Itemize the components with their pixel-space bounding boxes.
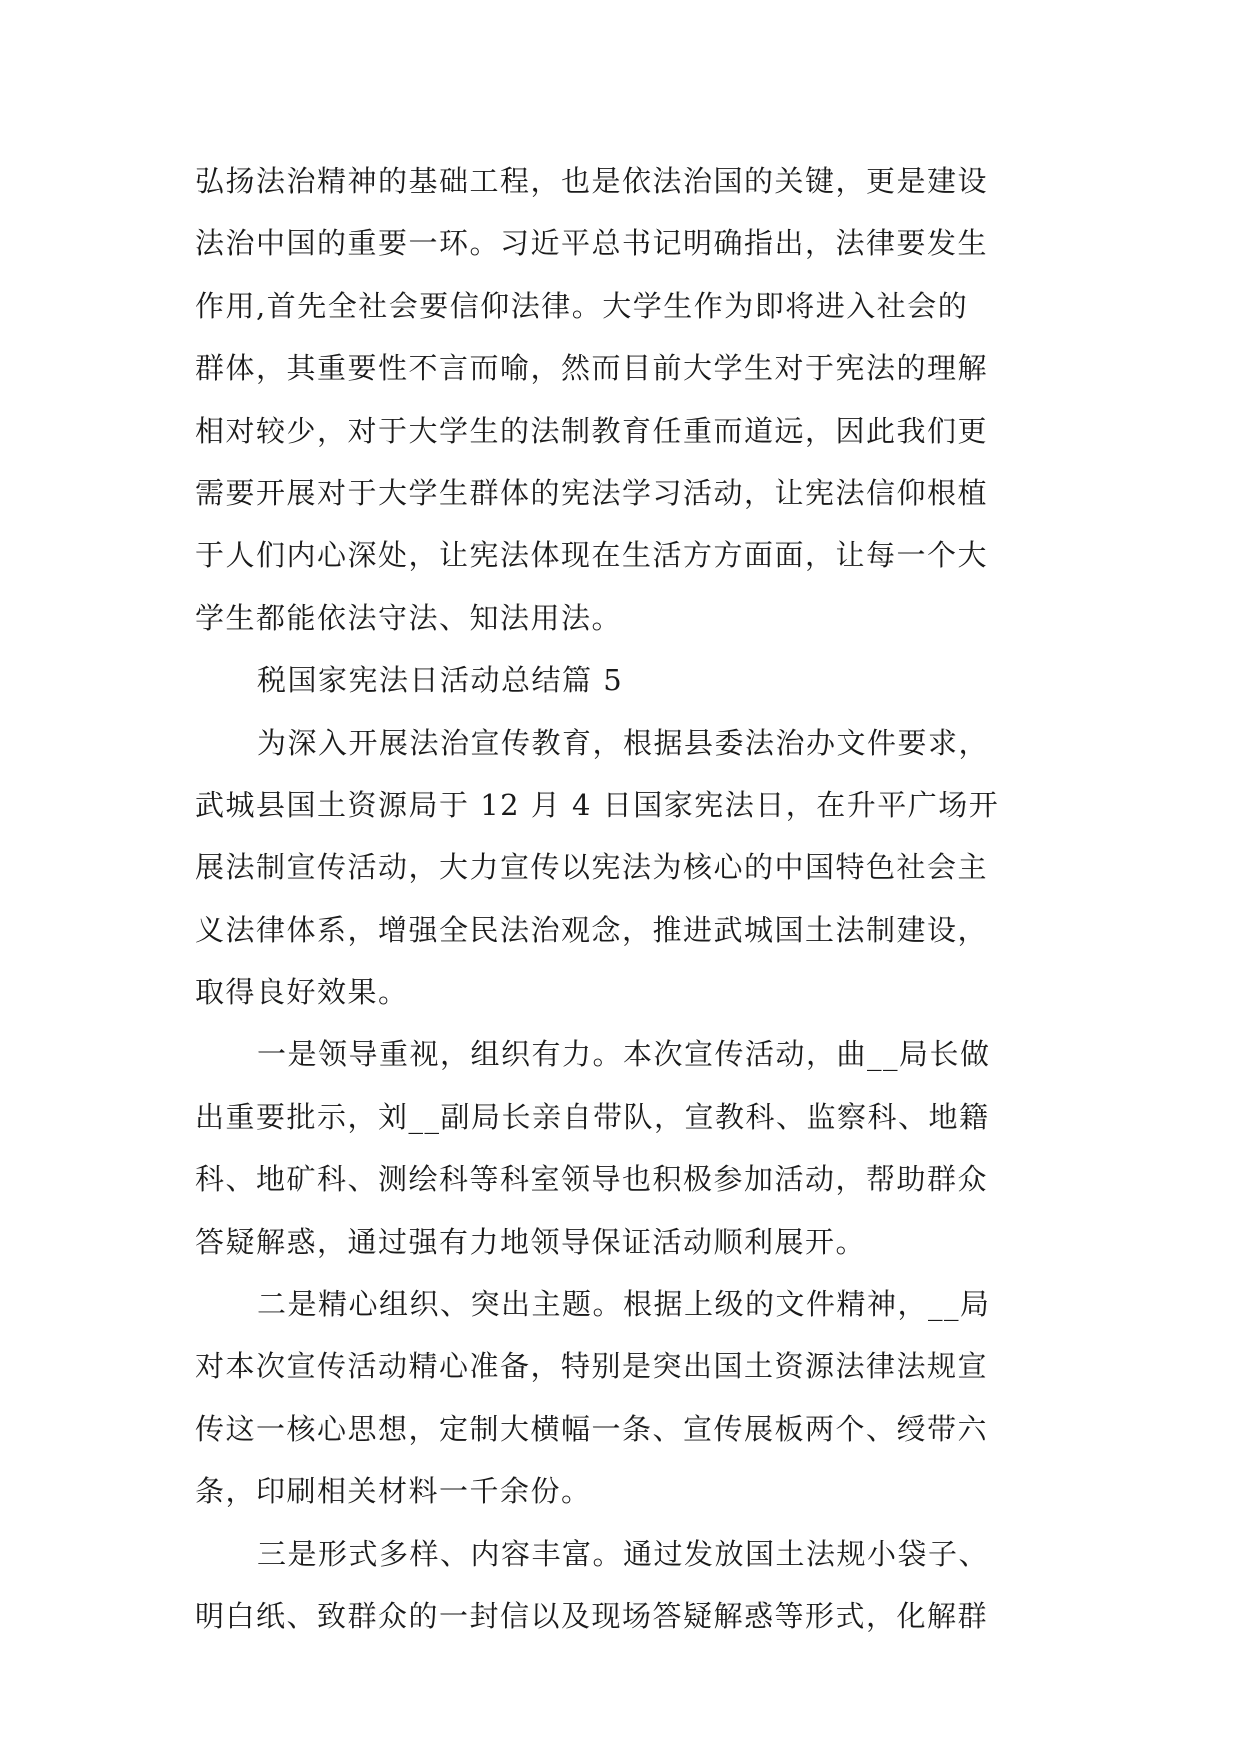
text-line: 作用,首先全社会要信仰法律。大学生作为即将进入社会的 [195,288,969,323]
text-line: 出重要批示，刘__副局长亲自带队，宣教科、监察科、地籍 [195,1099,990,1134]
text-line: 群体，其重要性不言而喻，然而目前大学生对于宪法的理解 [195,351,989,386]
text-line: 为深入开展法治宣传教育，根据县委法治办文件要求， [257,725,990,760]
text-line: 对本次宣传活动精心准备，特别是突出国土资源法律法规宣 [195,1349,989,1384]
text-line: 传这一核心思想，定制大横幅一条、宣传展板两个、绶带六 [195,1411,989,1446]
text-line: 一是领导重视，组织有力。本次宣传活动，曲__局长做 [257,1037,991,1072]
text-line: 答疑解惑，通过强有力地领导保证活动顺利展开。 [195,1224,867,1259]
text-line: 科、地矿科、测绘科等科室领导也积极参加活动，帮助群众 [195,1162,989,1197]
section-heading: 税国家宪法日活动总结篇 5 [257,663,624,698]
text-line: 三是形式多样、内容丰富。通过发放国土法规小袋子、 [257,1536,990,1571]
text-line: 弘扬法治精神的基础工程，也是依法治国的关键，更是建设 [195,164,989,198]
text-line: 条，印刷相关材料一千余份。 [195,1474,592,1509]
text-line: 展法制宣传活动，大力宣传以宪法为核心的中国特色社会主 [195,850,989,885]
text-line: 武城县国土资源局于 12 月 4 日国家宪法日，在升平广场开 [195,787,1000,822]
text-line: 于人们内心深处，让宪法体现在生活方方面面，让每一个大 [195,538,989,573]
document-body [195,150,1075,1647]
text-line: 明白纸、致群众的一封信以及现场答疑解惑等形式，化解群 [195,1598,989,1633]
text-line: 法治中国的重要一环。习近平总书记明确指出，法律要发生 [195,226,989,261]
text-line: 义法律体系，增强全民法治观念，推进武城国土法制建设， [195,912,989,947]
text-line: 相对较少，对于大学生的法制教育任重而道远，因此我们更 [195,413,989,448]
text-line: 二是精心组织、突出主题。根据上级的文件精神，__局 [257,1287,991,1322]
text-line: 取得良好效果。 [195,975,409,1010]
text-line: 学生都能依法守法、知法用法。 [195,600,623,635]
text-line: 需要开展对于大学生群体的宪法学习活动，让宪法信仰根植 [195,475,989,510]
